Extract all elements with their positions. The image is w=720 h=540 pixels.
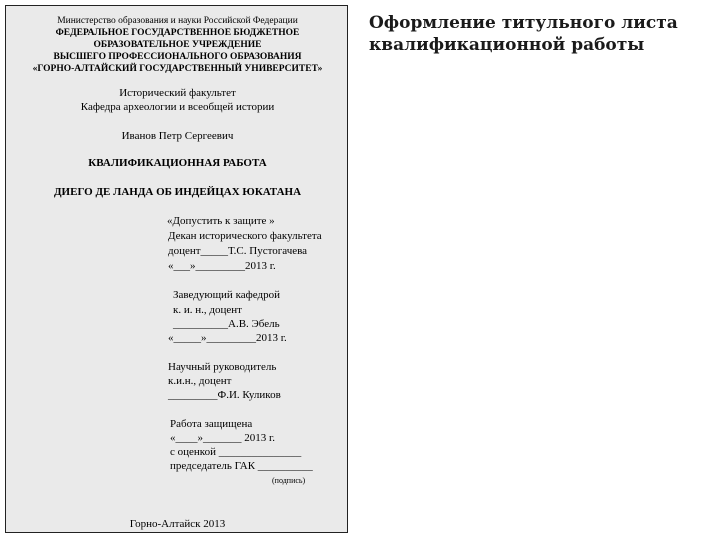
org-line-2: ОБРАЗОВАТЕЛЬНОЕ УЧРЕЖДЕНИЕ: [93, 40, 262, 50]
defense-line-4: председатель ГАК __________: [170, 460, 313, 472]
head-line-4: «_____»_________2013 г.: [168, 332, 287, 344]
work-title: ДИЕГО ДЕ ЛАНДА ОБ ИНДЕЙЦАХ ЮКАТАНА: [53, 186, 302, 198]
author-name: Иванов Петр Сергеевич: [121, 130, 234, 142]
org-line-3: ВЫСШЕГО ПРОФЕССИОНАЛЬНОГО ОБРАЗОВАНИЯ: [53, 52, 302, 62]
head-line-2: к. и. н., доцент: [173, 304, 242, 316]
faculty-name: Исторический факультет: [119, 87, 236, 99]
supervisor-line-2: к.и.н., доцент: [168, 375, 232, 387]
department-name: Кафедра археологии и всеобщей истории: [80, 101, 275, 113]
supervisor-line-1: Научный руководитель: [168, 361, 277, 373]
admit-line-4: «___»_________2013 г.: [168, 260, 276, 272]
defense-line-3: с оценкой _______________: [170, 446, 302, 458]
org-line-1: ФЕДЕРАЛЬНОЕ ГОСУДАРСТВЕННОЕ БЮДЖЕТНОЕ: [55, 28, 300, 38]
city-year-footer: Горно-Алтайск 2013: [129, 518, 226, 530]
ministry-line: Министерство образования и науки Российской Федерации: [57, 16, 298, 26]
slide-title-line-2: квалификационной работы: [369, 35, 645, 55]
signature-caption: (подпись): [272, 476, 306, 485]
university-name: «ГОРНО-АЛТАЙСКИЙ ГОСУДАРСТВЕННЫЙ УНИВЕРСИТЕТ»: [32, 64, 323, 74]
supervisor-line-3: _________Ф.И. Куликов: [168, 389, 281, 401]
admit-line-3: доцент_____Т.С. Пустогачева: [168, 245, 308, 257]
slide-title-line-1: Оформление титульного листа: [369, 13, 678, 33]
head-line-3: __________А.В. Эбель: [173, 318, 280, 330]
title-page-sample: [5, 5, 348, 533]
admit-line-2: Декан исторического факультета: [168, 230, 322, 242]
defense-line-2: «____»_______ 2013 г.: [170, 432, 276, 444]
head-line-1: Заведующий кафедрой: [173, 289, 280, 301]
work-type: КВАЛИФИКАЦИОННАЯ РАБОТА: [88, 157, 267, 169]
defense-line-1: Работа защищена: [170, 418, 253, 430]
slide-title: [369, 12, 709, 56]
admit-line-1: «Допустить к защите »: [167, 215, 275, 227]
